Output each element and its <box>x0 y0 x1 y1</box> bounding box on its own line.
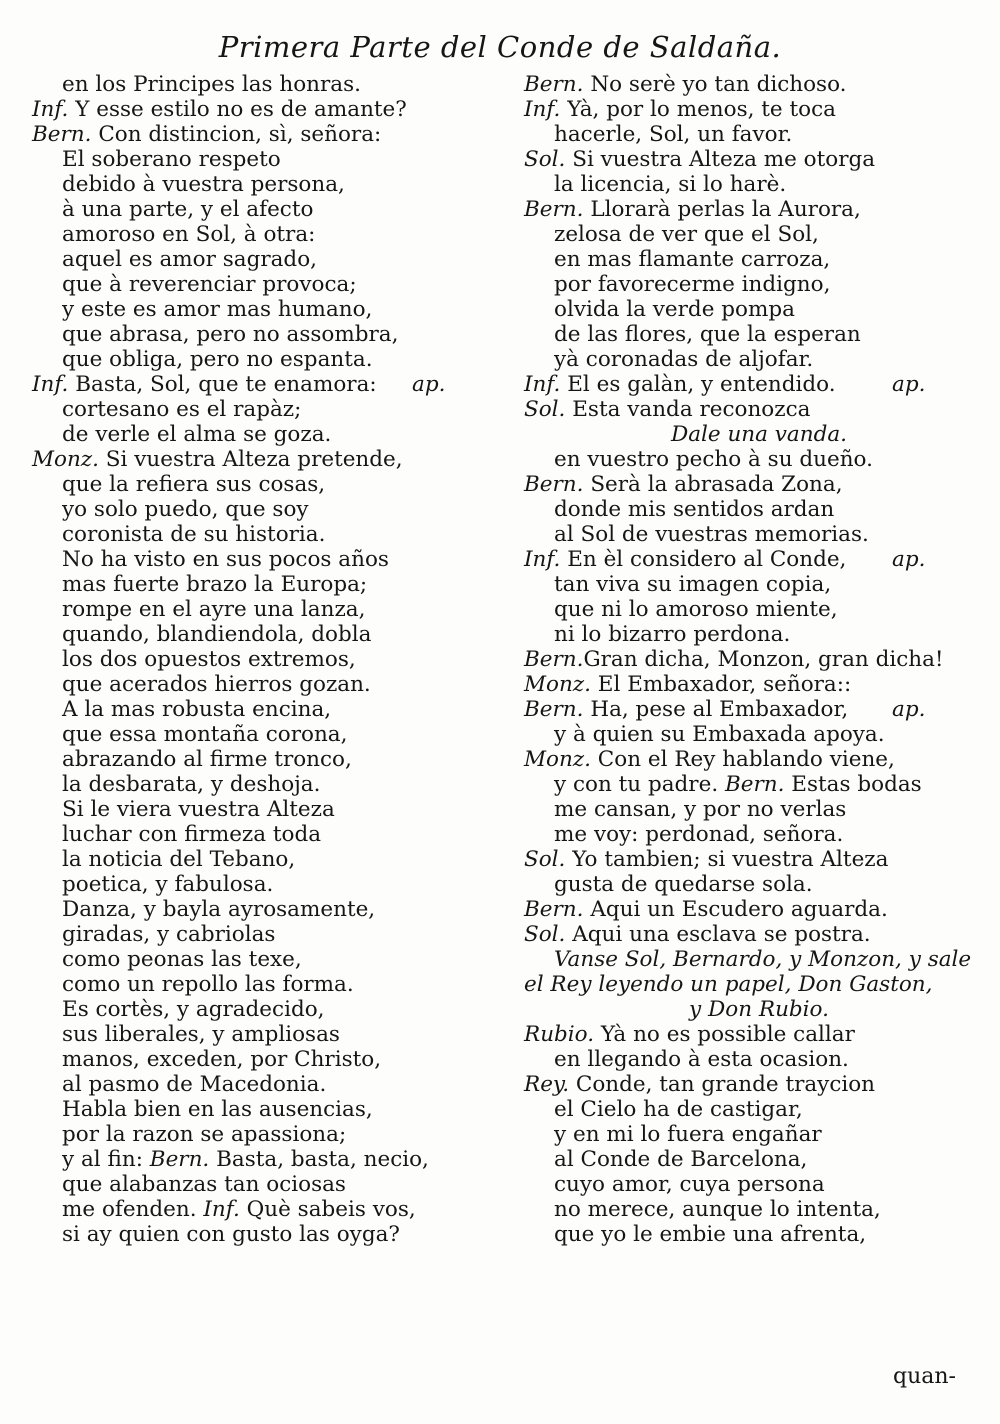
verse-line <box>524 1197 994 1222</box>
speaker-label: Bern. <box>724 772 785 797</box>
verse-line <box>32 697 502 722</box>
verse-line <box>32 122 502 147</box>
verse-text: amoroso en Sol, à otra: <box>62 222 316 247</box>
verse-text: Es cortès, y agradecido, <box>62 997 325 1022</box>
speaker-label: Inf. <box>32 372 69 397</box>
verse-line <box>32 497 502 522</box>
verse-text: El es galàn, y entendido. <box>560 372 836 397</box>
verse-line <box>32 1047 502 1072</box>
verse-line <box>524 322 994 347</box>
verse-text: Què sabeis vos, <box>239 1197 416 1222</box>
verse-text: por favorecerme indigno, <box>554 272 831 297</box>
verse-text: la desbarata, y deshoja. <box>62 772 321 797</box>
verse-line <box>524 1072 994 1097</box>
verse-line <box>32 1122 502 1147</box>
verse-line <box>524 747 994 772</box>
verse-text: En èl considero al Conde, <box>560 547 847 572</box>
verse-line <box>32 197 502 222</box>
verse-line <box>32 622 502 647</box>
verse-line <box>32 1222 502 1247</box>
speaker-label: Bern. <box>524 72 584 97</box>
verse-text: debido à vuestra persona, <box>62 172 345 197</box>
verse-text: coronista de su historia. <box>62 522 326 547</box>
speaker-label: Bern. <box>524 197 584 222</box>
verse-line <box>32 1172 502 1197</box>
verse-text: Yo tambien; si vuestra Alteza <box>565 847 889 872</box>
verse-line <box>32 1072 502 1097</box>
verse-text: en vuestro pecho à su dueño. <box>554 447 873 472</box>
verse-line <box>524 922 994 947</box>
verse-text: mas fuerte brazo la Europa; <box>62 572 368 597</box>
speaker-label: Bern. <box>524 472 584 497</box>
verse-line <box>524 447 994 472</box>
verse-text: me voy: perdonad, señora. <box>554 822 844 847</box>
verse-line <box>32 547 502 572</box>
verse-line <box>32 347 502 372</box>
verse-text: que la refiera sus cosas, <box>62 472 326 497</box>
verse-text: de verle el alma se goza. <box>62 422 332 447</box>
verse-line <box>32 772 502 797</box>
verse-text: en llegando à esta ocasion. <box>554 1047 849 1072</box>
verse-text: como peonas las texe, <box>62 947 302 972</box>
verse-text: No ha visto en sus pocos años <box>62 547 389 572</box>
verse-line <box>524 1022 994 1047</box>
verse-line <box>524 147 994 172</box>
verse-line <box>524 772 994 797</box>
verse-text: A la mas robusta encina, <box>62 697 332 722</box>
aside-marker: ap. <box>892 372 926 397</box>
verse-line <box>524 972 994 997</box>
verse-line <box>32 997 502 1022</box>
verse-line <box>524 122 994 147</box>
stage-direction: Vanse Sol, Bernardo, y Monzon, y sale <box>554 947 972 972</box>
verse-text: Conde, tan grande traycion <box>569 1072 876 1097</box>
verse-text: la noticia del Tebano, <box>62 847 296 872</box>
verse-text: Ha, pese al Embaxador, <box>583 697 849 722</box>
speaker-label: Monz. <box>32 447 99 472</box>
verse-text: Y esse estilo no es de amante? <box>68 97 407 122</box>
verse-text: en los Principes las honras. <box>62 72 361 97</box>
verse-line <box>524 722 994 747</box>
verse-text: luchar con firmeza toda <box>62 822 322 847</box>
speaker-label: Inf. <box>203 1197 240 1222</box>
speaker-label: Sol. <box>524 147 566 172</box>
verse-line <box>32 897 502 922</box>
verse-line <box>32 272 502 297</box>
verse-line <box>524 547 994 572</box>
verse-text: que yo le embie una afrenta, <box>554 1222 867 1247</box>
verse-line <box>32 1097 502 1122</box>
verse-text: giradas, y cabriolas <box>62 922 276 947</box>
verse-text: que abrasa, pero no assombra, <box>62 322 399 347</box>
verse-line <box>32 847 502 872</box>
verse-line <box>32 172 502 197</box>
verse-text: Serà la abrasada Zona, <box>583 472 843 497</box>
verse-text: y en mi lo fuera engañar <box>554 1122 822 1147</box>
verse-text: tan viva su imagen copia, <box>554 572 832 597</box>
stage-direction: y Don Rubio. <box>689 997 829 1022</box>
verse-line <box>524 297 994 322</box>
verse-line <box>32 797 502 822</box>
verse-text: Danza, y bayla ayrosamente, <box>62 897 376 922</box>
verse-text: en mas flamante carroza, <box>554 247 831 272</box>
verse-line <box>524 572 994 597</box>
verse-line <box>524 197 994 222</box>
verse-line <box>32 872 502 897</box>
stage-direction: el Rey leyendo un papel, Don Gaston, <box>524 972 933 997</box>
speaker-label: Rubio. <box>524 1022 595 1047</box>
verse-text: Esta vanda reconozca <box>565 397 811 422</box>
verse-line <box>524 1172 994 1197</box>
verse-text: Basta, basta, necio, <box>209 1147 429 1172</box>
verse-line <box>32 972 502 997</box>
verse-text: de las flores, que la esperan <box>554 322 861 347</box>
verse-line <box>524 797 994 822</box>
verse-text: Llorarà perlas la Aurora, <box>583 197 861 222</box>
page-title: Primera Parte del Conde de Saldaña. <box>218 30 782 64</box>
verse-line <box>32 1197 502 1222</box>
verse-text: rompe en el ayre una lanza, <box>62 597 366 622</box>
verse-line <box>32 72 502 97</box>
verse-text: olvida la verde pompa <box>554 297 795 322</box>
verse-text: Con distincion, sì, señora: <box>91 122 382 147</box>
stage-direction: Dale una vanda. <box>670 422 848 447</box>
verse-text: zelosa de ver que el Sol, <box>554 222 819 247</box>
speaker-label: Bern. <box>524 647 584 672</box>
verse-line <box>524 422 994 447</box>
verse-text: y à quien su Embaxada apoya. <box>554 722 885 747</box>
verse-line <box>32 322 502 347</box>
verse-line <box>32 922 502 947</box>
verse-text: por la razon se apassiona; <box>62 1122 347 1147</box>
catchword: quan- <box>893 1364 956 1389</box>
verse-text: sus liberales, y ampliosas <box>62 1022 340 1047</box>
speaker-label: Sol. <box>524 397 566 422</box>
speaker-label: Inf. <box>524 97 561 122</box>
left-column <box>32 72 502 1247</box>
verse-text: que acerados hierros gozan. <box>62 672 371 697</box>
verse-line <box>524 1122 994 1147</box>
verse-line <box>32 572 502 597</box>
verse-text: que obliga, pero no espanta. <box>62 347 373 372</box>
verse-text: Aqui un Escudero aguarda. <box>583 897 888 922</box>
verse-line <box>32 147 502 172</box>
speaker-label: Monz. <box>524 672 591 697</box>
verse-text: Aqui una esclava se postra. <box>565 922 871 947</box>
verse-line <box>32 372 502 397</box>
verse-text: Yà no es possible callar <box>594 1022 855 1047</box>
verse-text: Basta, Sol, que te enamora: <box>68 372 377 397</box>
verse-line <box>32 647 502 672</box>
verse-line <box>524 622 994 647</box>
verse-line <box>524 847 994 872</box>
verse-text: que à reverenciar provoca; <box>62 272 357 297</box>
speaker-label: Rey. <box>524 1072 570 1097</box>
verse-text: al Sol de vuestras memorias. <box>554 522 869 547</box>
verse-line <box>524 222 994 247</box>
verse-line <box>32 822 502 847</box>
speaker-label: Inf. <box>32 97 69 122</box>
verse-text: yo solo puedo, que soy <box>62 497 309 522</box>
verse-text: Si vuestra Alteza pretende, <box>98 447 403 472</box>
verse-text: No serè yo tan dichoso. <box>583 72 847 97</box>
verse-line <box>524 1147 994 1172</box>
verse-line <box>32 747 502 772</box>
verse-line <box>32 1022 502 1047</box>
verse-text: como un repollo las forma. <box>62 972 354 997</box>
verse-line <box>32 397 502 422</box>
verse-text: cuyo amor, cuya persona <box>554 1172 825 1197</box>
verse-line <box>524 672 994 697</box>
verse-text: cortesano es el rapàz; <box>62 397 302 422</box>
verse-text: Yà, por lo menos, te toca <box>560 97 836 122</box>
verse-line <box>524 597 994 622</box>
verse-text: gusta de quedarse sola. <box>554 872 813 897</box>
verse-text: los dos opuestos extremos, <box>62 647 356 672</box>
verse-line <box>524 697 994 722</box>
verse-text: y con tu padre. <box>554 772 725 797</box>
verse-line <box>524 172 994 197</box>
verse-line <box>524 97 994 122</box>
verse-text: quando, blandiendola, dobla <box>62 622 372 647</box>
verse-text: à una parte, y el afecto <box>62 197 314 222</box>
verse-line <box>32 522 502 547</box>
verse-text: que ni lo amoroso miente, <box>554 597 838 622</box>
verse-line <box>524 522 994 547</box>
verse-line <box>32 472 502 497</box>
verse-line <box>524 1222 994 1247</box>
verse-line <box>524 72 994 97</box>
verse-line <box>524 472 994 497</box>
verse-line <box>32 447 502 472</box>
aside-marker: ap. <box>892 697 926 722</box>
verse-text: me cansan, y por no verlas <box>554 797 847 822</box>
speaker-label: Bern. <box>524 897 584 922</box>
verse-text: El Embaxador, señora:: <box>590 672 852 697</box>
aside-marker: ap. <box>892 547 926 572</box>
verse-text: y este es amor mas humano, <box>62 297 373 322</box>
speaker-label: Bern. <box>149 1147 210 1172</box>
verse-line <box>524 872 994 897</box>
verse-text: me ofenden. <box>62 1197 204 1222</box>
verse-text: no merece, aunque lo intenta, <box>554 1197 881 1222</box>
speaker-label: Bern. <box>32 122 92 147</box>
verse-line <box>32 947 502 972</box>
verse-text: ni lo bizarro perdona. <box>554 622 791 647</box>
aside-marker: ap. <box>412 372 446 397</box>
speaker-label: Sol. <box>524 847 566 872</box>
verse-text: donde mis sentidos ardan <box>554 497 835 522</box>
verse-line <box>32 422 502 447</box>
verse-text: Habla bien en las ausencias, <box>62 1097 373 1122</box>
verse-line <box>524 947 994 972</box>
speaker-label: Sol. <box>524 922 566 947</box>
verse-line <box>524 1097 994 1122</box>
verse-text: al pasmo de Macedonia. <box>62 1072 327 1097</box>
verse-text: Si le viera vuestra Alteza <box>62 797 335 822</box>
verse-text: al Conde de Barcelona, <box>554 1147 808 1172</box>
verse-line <box>524 272 994 297</box>
verse-text: Estas bodas <box>784 772 922 797</box>
speaker-label: Inf. <box>524 547 561 572</box>
verse-line <box>524 372 994 397</box>
verse-text: manos, exceden, por Christo, <box>62 1047 382 1072</box>
verse-text: y al fin: <box>62 1147 150 1172</box>
running-header <box>0 30 1000 64</box>
verse-line <box>32 222 502 247</box>
verse-text: abrazando al firme tronco, <box>62 747 352 772</box>
verse-line <box>32 1147 502 1172</box>
verse-line <box>524 347 994 372</box>
verse-text: Si vuestra Alteza me otorga <box>565 147 876 172</box>
verse-text: que alabanzas tan ociosas <box>62 1172 346 1197</box>
verse-line <box>32 297 502 322</box>
verse-text: hacerle, Sol, un favor. <box>554 122 793 147</box>
verse-line <box>524 247 994 272</box>
verse-line <box>524 1047 994 1072</box>
verse-text: que essa montaña corona, <box>62 722 348 747</box>
verse-text: yà coronadas de aljofar. <box>554 347 814 372</box>
verse-line <box>32 247 502 272</box>
verse-text: Gran dicha, Monzon, gran dicha! <box>583 647 944 672</box>
verse-line <box>32 97 502 122</box>
verse-line <box>32 672 502 697</box>
verse-text: poetica, y fabulosa. <box>62 872 274 897</box>
verse-text: El soberano respeto <box>62 147 281 172</box>
verse-line <box>32 597 502 622</box>
speaker-label: Inf. <box>524 372 561 397</box>
verse-line <box>524 997 994 1022</box>
verse-text: Con el Rey hablando viene, <box>590 747 895 772</box>
verse-line <box>524 897 994 922</box>
verse-text: si ay quien con gusto las oyga? <box>62 1222 400 1247</box>
speaker-label: Monz. <box>524 747 591 772</box>
verse-line <box>524 647 994 672</box>
verse-text: el Cielo ha de castigar, <box>554 1097 803 1122</box>
verse-line <box>524 497 994 522</box>
verse-line <box>524 822 994 847</box>
speaker-label: Bern. <box>524 697 584 722</box>
verse-line <box>32 722 502 747</box>
verse-text: aquel es amor sagrado, <box>62 247 317 272</box>
right-column <box>524 72 994 1247</box>
verse-line <box>524 397 994 422</box>
verse-text: la licencia, si lo harè. <box>554 172 787 197</box>
